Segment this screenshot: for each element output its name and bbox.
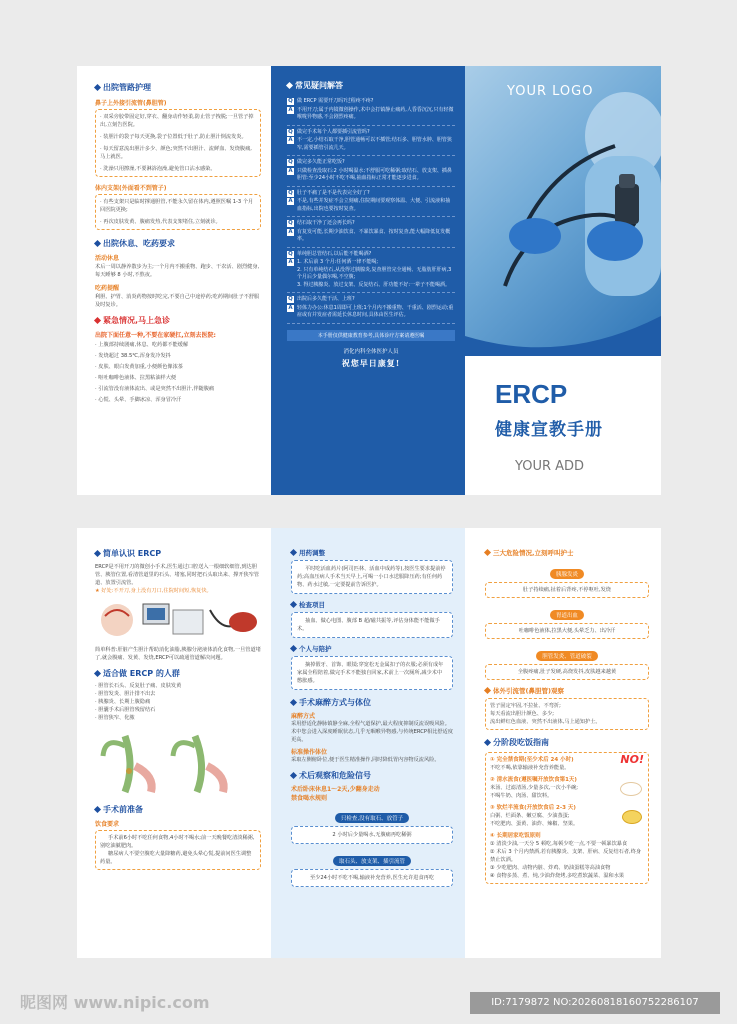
subheading: 活动休息	[95, 255, 120, 262]
department: 消化内科全体医护人员	[343, 348, 399, 355]
ercp-intro: ERCP是不用开刀的微创小手术,医生通过口腔送入一根细软细管,到达胆管、胰管位置,看清管道里的石头、堵塞,同时把石头取出来、撑开狭窄管道、放置引流管。	[95, 564, 260, 586]
subheading: 体内支架(外面看不到管子)	[95, 185, 167, 192]
question-row: Q 肚子不痛了是不是代表完全好了?	[288, 189, 370, 196]
procedure-illustration	[95, 598, 261, 640]
no-badge: NO!	[620, 753, 644, 766]
faq-item	[287, 95, 455, 126]
section-heading: 简单认识 ERCP	[95, 548, 261, 559]
question-row: Q 做完手术每个人都要插引流管吗?	[288, 128, 370, 135]
q-label-icon: Q	[288, 220, 293, 226]
section-heading: 出院管路护理	[95, 82, 261, 93]
stage-title: ② 清水流食(遵医嘱开放饮食第1天)	[490, 777, 577, 783]
suitable-list: · 胆管长石头、反复肚子痛、皮肤发黄 · 胆管发炎、胆汁排不出去 · 胰腺炎、长期上腹隐痛 · 胆囊手术后胆管残留结石 · 胆管狭窄、化脓	[95, 683, 182, 721]
a-label-icon: A	[288, 259, 293, 265]
faq-list	[287, 95, 455, 324]
q-label-icon: Q	[288, 296, 293, 302]
medicine-text: 利胆、护胃、消炎药物按时吃完,不要自己中途停药;吃药期间肚子不舒服及时复诊。	[95, 294, 260, 308]
subheading: 禁食喝水规则	[291, 795, 328, 802]
danger-tag: 胆管发炎、管道破裂	[536, 651, 598, 661]
a-label-icon: A	[288, 198, 293, 204]
panel-discharge-care	[77, 66, 271, 495]
rice-bowl-icon	[620, 782, 642, 796]
subheading: 术后卧床休息1～2天,少翻身走动	[291, 786, 380, 793]
answer-row: A 不是,有些并发症不会立刻痛,住院期间要观察体温、大便、引流液和抽血指标,出院也要按时复查。	[288, 198, 451, 212]
emergency-list: · 上腹部持续剧痛,休息、吃药都不能缓解 · 发烧超过 38.5℃,浑身发冷发抖 · 皮肤、眼白发黄加重,小便颜色像浓茶 · 呕吐咖啡色液体、拉黑粘油样大便 · 引流管没有液体流出、或是突然不出胆汁,伴随腹痛 · 心慌、头晕、手脚冰凉、浑身冒冷汗	[95, 342, 215, 403]
answer-row: A 不用开刀;属于内镜微创操作,术中会打镇静止痛药,人昏昏沉沉,只有轻微喉咙异物感,不会剧烈疼痛。	[288, 106, 454, 120]
section-heading: 手术前准备	[95, 804, 261, 815]
diet-stage	[490, 776, 644, 800]
subheading: 标准操作体位	[291, 749, 328, 756]
q-label-icon: Q	[288, 250, 293, 257]
science-text: 简单科普:肝脏产生胆汁帮助消化油脂,胰腺分泌液体消化食物,一旦管道堵了,就会腹痛、发黄、发烧,ERCP可以疏通管道解决问题。	[95, 647, 261, 661]
subheading: 麻醉方式	[291, 713, 316, 720]
egg-custard-icon	[622, 810, 642, 824]
question-row: Q 出院后多久能干活、上班?	[288, 296, 355, 302]
stent-box: · 有些支架只是临时撑通胆管,不能永久留在体内,遵照医嘱 1-3 个月回医院更换; · 再次皮肤发黄、腹痛发热,代表支架堵住,立刻就诊。	[95, 194, 261, 230]
section-heading: 体外引流管(鼻胆管)观察	[485, 686, 649, 695]
blessing: 祝您早日康复!	[341, 357, 401, 368]
danger-tag: 胃道出血	[550, 610, 584, 620]
watermark-site: 昵图网 www.nipic.com	[20, 993, 210, 1012]
diet-stages-box	[485, 752, 649, 884]
cover-title: ERCP	[495, 379, 568, 409]
faq-item	[287, 156, 455, 187]
section-heading: 个人与陪护	[291, 644, 453, 653]
diamond-icon	[94, 84, 101, 91]
section-heading: 出院休息、吃药要求	[95, 238, 261, 249]
danger-item	[485, 561, 649, 598]
q-label-icon: Q	[288, 159, 293, 165]
subheading: 饮食要求	[95, 821, 120, 828]
diamond-icon	[290, 772, 297, 779]
anesthesia-text: 采用舒适化静脉镇静全麻,全程气道保护,最大程度抑制反流误吸风险。术中您会进入深度睡眠状态,几乎无咽喉异物感,与传统ERCP相比舒适度更高。	[291, 721, 453, 743]
stage-title: ③ 软烂半流食(开放饮食后 2-3 天)	[490, 805, 576, 811]
section-heading: 适合做 ERCP 的人群	[95, 668, 261, 679]
case-pill: 取石头、放支架、插引流管	[333, 856, 411, 866]
disclaimer-note: 本手册仅供健康教育参考,具体诊疗方案请遵医嘱	[287, 330, 455, 341]
diamond-icon	[484, 549, 491, 556]
diet-rule-box: 2 小时后少量喝水,无腹痛再吃稀粥	[291, 826, 453, 844]
q-label-icon: Q	[288, 98, 293, 104]
tube-care-box: · 双采旁胶带固定好,穿衣、翻身动作轻柔,防止管子拽脱;一旦管子掉出,立刻告医院。 · 装胆汁的袋子每天更换,袋子位置低于肚子,防止胆汁倒流发炎。 · 每天留意流出胆汁多少、颜色;突然不出胆汁、流鲜血、发烧腹痛,马上就医。 · 洗澡只用擦澡,不要淋浴泡澡,避免管口沾水感染。	[95, 109, 261, 177]
danger-item	[485, 602, 649, 639]
faq-item	[287, 248, 455, 294]
surgeon-endoscope-image	[465, 66, 661, 356]
address-placeholder: YOUR ADD	[515, 459, 585, 474]
faq-item	[287, 187, 455, 218]
question-row: Q 做完多久能正常吃饭?	[288, 159, 345, 165]
danger-text: 全腹疼痛,肚子发硬,高烧发抖,皮肤越来越黄	[485, 664, 649, 680]
answer-row: A 只做检查没取石:2 小时喝温水;不舒服可吃稀粥;取结石、放支架、插鼻胆管:至少24小时不吃不喝,抽血指标正常才能逐步进食。	[288, 167, 452, 181]
section-heading: 分阶段吃饭指南	[485, 737, 649, 748]
stage-title: ④ 长期居家吃饭原则	[490, 833, 541, 839]
q-label-icon: Q	[288, 128, 293, 135]
diamond-icon	[94, 670, 101, 677]
faq-item	[287, 293, 455, 324]
diamond-icon	[290, 549, 297, 556]
section-heading: 常见疑问解答	[287, 80, 455, 91]
a-label-icon: A	[288, 228, 293, 235]
panel-intro	[77, 528, 271, 958]
answer-row: A 1. 术后前 3 个月:任何酒一律不能喝; 2. 只有单纯结石,从没得过胰腺炎,复查胆管完全通畅、无脂肪肝肝病,3 个月后少量偶尔喝,不空腹; 3. 得过胰腺炎、放过支架、反复结石、肝功能不好:一辈子不能喝酒。	[288, 259, 452, 288]
diamond-icon	[484, 739, 491, 746]
diamond-icon	[290, 601, 297, 608]
danger-list	[485, 561, 649, 680]
question-row: Q 单纯胆总管结石,以后能不能喝酒?	[288, 250, 372, 257]
drain-box: 管子固定牢固,不拉扯、不弯折; 每天看流出胆汁颜色、多少; 流出鲜红色血液、突然不出液体,马上通知护士。	[485, 698, 649, 730]
danger-text: 吐咖啡色液体,拉黑大便,头晕乏力、出冷汗	[485, 623, 649, 639]
faq-item	[287, 126, 455, 157]
question-row: Q 结石取干净了还会再长吗?	[288, 220, 355, 226]
emergency-intro: 出院下面任意一种,不要在家硬扛,立刻去医院:	[95, 332, 216, 339]
answer-row: A 不一定,小结石取干净,胆管通畅可以不插管;结石多、胆管水肿、胆管狭窄,需要插管引流几天。	[288, 137, 452, 151]
danger-text: 肚子持续痛,扯着后背疼,不停呕吐,发烧	[485, 582, 649, 598]
subheading: 鼻子上外接引流管(鼻胆管)	[95, 100, 167, 107]
escort-box: 摘掉假牙、首饰、眼镜;穿宽松无金属扣子的衣服;必须有成年家属全程陪着,做完手术不能独自回家,术前上一次厕所,减少术中憋胀感。	[291, 656, 453, 690]
diamond-icon	[290, 645, 297, 652]
diet-stage	[490, 804, 644, 828]
a-label-icon: A	[288, 137, 293, 143]
diamond-icon	[94, 806, 101, 813]
section-heading: 三大危险情况,立刻呼叫护士	[485, 548, 649, 557]
watermark-bar	[0, 984, 737, 1024]
q-label-icon: Q	[288, 189, 293, 196]
a-label-icon: A	[288, 304, 293, 311]
diamond-icon	[94, 240, 101, 247]
diamond-icon	[94, 317, 101, 324]
panel-cover	[465, 66, 661, 495]
section-heading: 手术麻醉方式与体位	[291, 697, 453, 708]
diet-rule-box: 至少24小时不吃不喝,输液补充营养,医生允许进食再吃	[291, 869, 453, 887]
question-row: Q 做 ERCP 需要开刀吗?过程疼不疼?	[288, 98, 374, 104]
panel-faq	[271, 66, 465, 495]
medication-box: 平时吃活血药片(阿司匹林、活血中成药等),按医生要求提前停药;高血压病人手术当天早上,可喝一小口水送服降压药;有任何药物、药水过敏,一定要提前告诉医护。	[291, 560, 453, 594]
section-heading: 检查项目	[291, 600, 453, 609]
a-label-icon: A	[288, 106, 293, 113]
danger-item	[485, 643, 649, 680]
faq-item	[287, 217, 455, 248]
stage-text: 白粥、烂面条、嫩豆腐、少油蒸蛋; 不吃肥肉、蛋黄、油炸、辣椒、坚果。	[490, 813, 579, 827]
diamond-icon	[290, 699, 297, 706]
panel-preparation	[271, 528, 465, 958]
section-heading: 紧急情况,马上急诊	[95, 315, 261, 326]
stage-text: 不吃不喝,依靠输液补充营养能量。	[490, 765, 570, 771]
answer-row: A 轻体力办公:休息1周即可上班;1个月内不搬重物、干重活、剧烈运动;重症或有并发症者需延长休息时间,具体由医生评估。	[288, 304, 454, 318]
case-pill: 只检查,没有取石、放管子	[335, 813, 409, 823]
diamond-icon	[94, 550, 101, 557]
position-text: 采取左侧俯卧位,便于医生精准操作,同时降低胃内容物反流风险。	[291, 757, 440, 763]
diet-stage	[490, 832, 644, 880]
cover-subtitle: 健康宣教手册	[495, 420, 603, 440]
stage-text: 米汤、过滤清汤,少量多次,一次小半碗; 不喝牛奶、肉汤、甜饮料。	[490, 785, 579, 799]
diamond-icon	[484, 687, 491, 694]
benefit-text: ★ 好处:不开刀,身上没有刀口,住院时间短,恢复快。	[95, 588, 212, 594]
a-label-icon: A	[288, 167, 293, 174]
watermark-id: ID:7179872 NO:20260818160752286107	[470, 992, 720, 1014]
answer-row: A 有复发可能,长期少油饮食、不暴饮暴食、按时复查,能大幅降低复发概率。	[288, 228, 451, 242]
biliary-anatomy-illustration	[95, 726, 255, 796]
rest-text: 术后一周以静养散步为主;一个月内不搬重物、跑步、干农活、剧烈健身,每天睡够 8 小时,不熬夜。	[95, 264, 260, 278]
stage-text: ① 清淡少油,一天分 5 顿吃,每顿少吃一点,不要一顿暴饮暴食 ② 术后 3 个月内禁酒,若有胰腺炎、支架、肝病、反复结石者,终身禁止饮酒。 ③ 少吃肥肉、动物内脏、炸鸡、奶油蛋糕等高油食物 ④ 食物多蒸、煮、炖,少油炸烧烤,多吃煮软蔬菜、温和水果	[490, 841, 642, 879]
stage-title: ① 完全禁食期(至少术后 24 小时)	[490, 757, 574, 763]
section-heading: 术后观察和危险信号	[291, 770, 453, 781]
subheading: 吃药提醒	[95, 285, 120, 292]
exam-box: 抽血、做心电图、腹部 B 超/磁共振等,评估身体能不能做手术。	[291, 612, 453, 638]
preop-box: 手术前6小时不吃任何食物,4小时不喝水;前一天晚餐吃清淡稀粥,别吃油腻肥肉。 糖尿病人不要空腹吃大量降糖药,避免头晕心慌,提前问医生调整药量。	[95, 830, 261, 870]
section-heading: 用药调整	[291, 548, 453, 557]
diamond-icon	[286, 82, 293, 89]
logo-placeholder: YOUR LOGO	[507, 84, 594, 99]
cover-photo	[465, 66, 661, 356]
panel-danger-diet	[465, 528, 661, 958]
danger-tag: 胰腺发炎	[550, 569, 584, 579]
diet-stage	[490, 753, 644, 772]
